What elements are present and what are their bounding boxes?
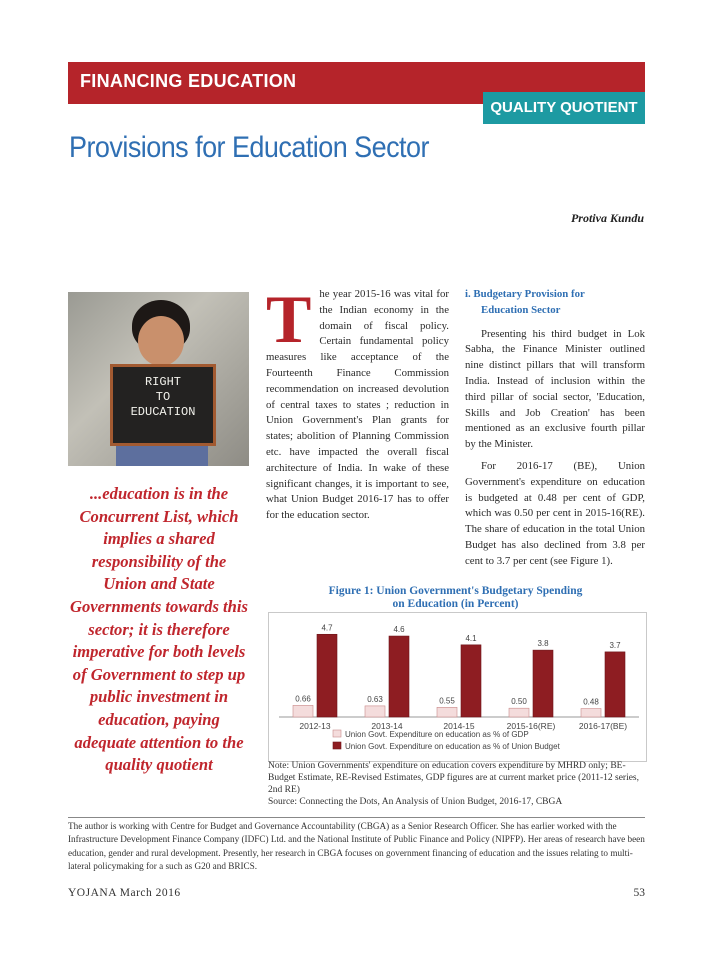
article-photo	[68, 292, 249, 466]
bar-chart	[268, 612, 647, 762]
x-tick-label: 2013-14	[371, 721, 403, 731]
legend-label: Union Govt. Expenditure on education as % of Union Budget	[345, 742, 560, 751]
data-label: 4.6	[393, 625, 405, 635]
bar-budget-share	[605, 652, 625, 717]
section-heading-line: i. Budgetary Provision for	[465, 288, 585, 300]
body-column-2	[465, 287, 645, 576]
series-tag: QUALITY QUOTIENT	[483, 92, 645, 124]
legend-swatch	[333, 730, 341, 737]
figure-note: Note: Union Governments' expenditure on education covers expenditure by MHRD only; BE-Budget Estimate, RE-Revised Estimates, GDP figures are at current market price (2011-12 series, 2nd RE)	[268, 761, 640, 795]
photo-face	[138, 316, 184, 366]
data-label: 3.8	[537, 639, 549, 649]
bar-gdp-share	[293, 705, 313, 717]
chart-svg	[269, 613, 646, 761]
x-tick-label: 2015-16(RE)	[506, 721, 556, 731]
section-title: FINANCING EDUCATION	[80, 71, 297, 91]
footer-publication: YOJANA March 2016	[68, 887, 181, 899]
figure-title	[266, 585, 645, 611]
body-paragraph: Presenting his third budget in Lok Sabha, the Finance Minister outlined nine distinct pillars that will transform India. Instead of inclusion within the third pillar of social sector, 'Education, Skills and Job Creation' has been mentioned as an exclusive fourth pillar by the Minister.	[465, 327, 645, 451]
pull-quote: ...education is in the Concurrent List, which implies a shared responsibility of the Union and State Governments towards this sector; it is therefore imperative for both levels of Government to step up public investment in education, paying adequate attention to the quality quotient	[70, 484, 248, 775]
bar-gdp-share	[581, 709, 601, 717]
author-name: Protiva Kundu	[570, 211, 644, 225]
figure-notes	[268, 760, 648, 808]
body-paragraph: For 2016-17 (BE), Union Government's expenditure on education is budgeted at 0.48 per cent of GDP, which was 0.50 per cent in 2015-16(RE). The share of education in the total Union Budget has also declined from 3.8 per cent to 3.7 per cent (see Figure 1).	[465, 459, 645, 567]
page-number: 53	[633, 887, 645, 899]
section-heading	[465, 287, 645, 319]
data-label: 0.55	[439, 696, 455, 706]
bar-budget-share	[389, 636, 409, 717]
x-tick-label: 2016-17(BE)	[578, 721, 628, 731]
legend-swatch	[333, 742, 341, 749]
legend-label: Union Govt. Expenditure on education as % of GDP	[345, 730, 529, 739]
board-line: RIGHT	[144, 375, 181, 389]
section-heading-line: Education Sector	[481, 303, 561, 316]
bar-gdp-share	[365, 706, 385, 717]
article-title: Provisions for Education Sector	[69, 131, 429, 164]
body-column-1	[266, 281, 449, 524]
x-tick-label: 2012-13	[299, 721, 331, 731]
board-line: EDUCATION	[130, 405, 196, 419]
drop-cap: T	[266, 281, 312, 357]
bar-budget-share	[317, 634, 337, 717]
chalkboard	[110, 364, 216, 446]
figure-source: Source: Connecting the Dots, An Analysis of Union Budget, 2016-17, CBGA	[268, 797, 563, 807]
x-tick-label: 2014-15	[443, 721, 475, 731]
board-line: TO	[155, 390, 171, 404]
data-label: 0.48	[583, 697, 599, 707]
author-footnote: The author is working with Centre for Budget and Governance Accountability (CBGA) as a Senior Research Officer. She has earlier worked with the Infrastructure Development Finance Company (IDFC) Ltd. and the National Institute of Public Finance and Policy (NIPFP). Her areas of research have been education, gender and rural development. Presently, her research in CBGA focuses on government financing of education and the issues relating to multi-lateral policymaking for a such as G20 and BRICS.	[68, 817, 645, 874]
data-label: 3.7	[609, 640, 621, 650]
data-label: 0.50	[511, 697, 527, 707]
data-label: 0.63	[367, 694, 383, 704]
data-label: 4.7	[321, 623, 333, 633]
bar-gdp-share	[509, 708, 529, 717]
body-text: he year 2015-16 was vital for the Indian economy in the domain of fiscal policy. Certain fundamental policy measures like acceptance of the Fourteenth Finance Commission recommendation on increased devolution of central taxes to states ; reduction in Union Government's Plan grants for states; abolition of Planning Commission etc. have impacted the overall fiscal architecture of India. In wake of these significant changes, it is important to see, what Union Budget 2016-17 has to offer for the education sector.	[266, 288, 449, 522]
bar-budget-share	[533, 650, 553, 717]
figure-title-line: Figure 1: Union Government's Budgetary Spending	[328, 585, 583, 597]
bar-gdp-share	[437, 707, 457, 717]
figure-title-line: on Education (in Percent)	[392, 598, 519, 610]
bar-budget-share	[461, 645, 481, 717]
data-label: 4.1	[465, 633, 477, 643]
data-label: 0.66	[295, 694, 311, 704]
